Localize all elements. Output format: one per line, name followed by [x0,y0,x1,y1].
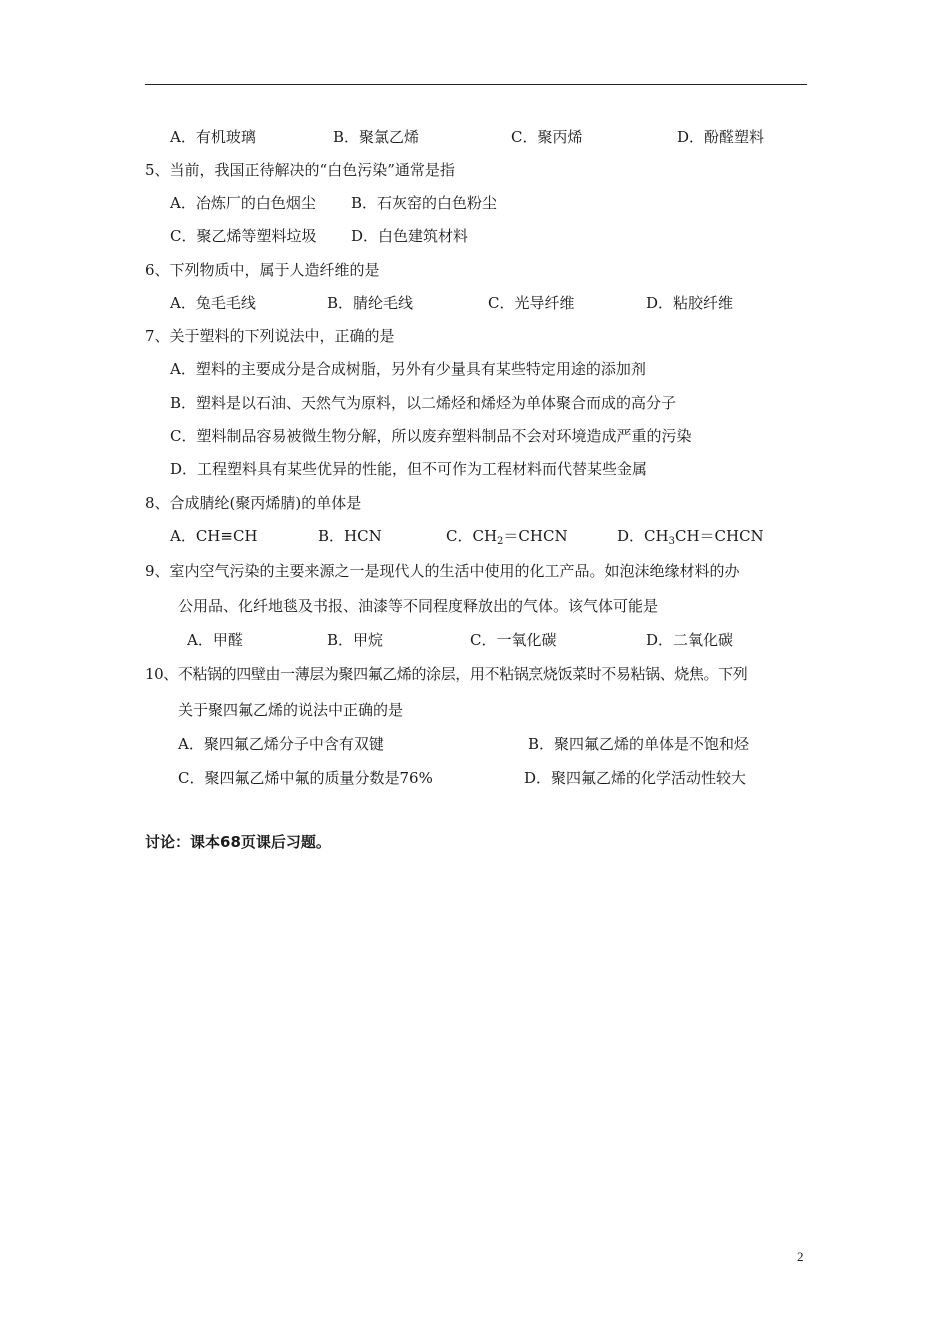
q7-option-b: B．塑料是以石油、天然气为原料，以二烯烃和烯烃为单体聚合而成的高分子 [170,394,677,412]
q10-option-c: C．聚四氟乙烯中氟的质量分数是76% [178,769,433,787]
q7-option-d: D．工程塑料具有某些优异的性能，但不可作为工程材料而代替某些金属 [170,460,648,478]
discussion-note: 讨论：课本68页课后习题。 [145,833,331,851]
q8-option-d-subscript: 3 [668,536,675,547]
page-number: 2 [797,1249,804,1264]
q6-stem: 6、下列物质中，属于人造纤维的是 [145,261,380,279]
q7-stem: 7、关于塑料的下列说法中，正确的是 [145,327,395,345]
q6-option-c: C．光导纤维 [488,294,575,312]
q5-option-a: A．冶炼厂的白色烟尘 [170,194,316,212]
q6-option-a: A．兔毛毛线 [170,294,256,312]
q7-option-c: C．塑料制品容易被微生物分解，所以废弃塑料制品不会对环境造成严重的污染 [170,427,692,445]
q8-option-a: A．CH≡CH [170,527,258,545]
q9-stem-line-2: 公用品、化纤地毯及书报、油漆等不同程度释放出的气体。该气体可能是 [178,597,659,615]
q4-option-a: A．有机玻璃 [170,128,256,146]
q10-option-b: B．聚四氟乙烯的单体是不饱和烃 [528,735,750,753]
q10-stem-line-1: 10、不粘锅的四壁由一薄层为聚四氟乙烯的涂层，用不粘锅烹烧饭菜时不易粘锅、烧焦。下列 [145,665,748,683]
q5-option-b: B．石灰窑的白色粉尘 [351,194,498,212]
q6-option-b: B．腈纶毛线 [327,294,414,312]
q10-option-a: A．聚四氟乙烯分子中含有双键 [178,735,384,753]
q9-option-b: B．甲烷 [327,631,384,649]
q7-option-a: A．塑料的主要成分是合成树脂，另外有少量具有某些特定用途的添加剂 [170,360,646,378]
q4-option-d: D．酚醛塑料 [677,128,765,146]
q5-option-c: C．聚乙烯等塑料垃圾 [170,227,317,245]
header-rule [145,84,807,85]
q10-stem-line-2: 关于聚四氟乙烯的说法中正确的是 [178,701,404,719]
q9-option-d: D．二氧化碳 [646,631,734,649]
q8-option-c-suffix: ＝CHCN [503,527,568,545]
q9-option-c: C．一氧化碳 [470,631,557,649]
q4-option-b: B．聚氯乙烯 [333,128,420,146]
q8-option-d [617,526,764,552]
q8-stem: 8、合成腈纶(聚丙烯腈)的单体是 [145,494,362,512]
q6-option-d: D．粘胶纤维 [646,294,734,312]
q5-option-d: D．白色建筑材料 [351,227,469,245]
q4-option-c: C．聚丙烯 [511,128,583,146]
q8-option-c-prefix: C．CH [446,527,498,545]
q8-option-c [446,526,568,552]
q8-option-d-suffix: CH＝CHCN [674,527,764,545]
q8-option-b: B．HCN [318,527,382,545]
q9-option-a: A．甲醛 [187,631,243,649]
q8-option-d-prefix: D．CH [617,527,669,545]
q5-stem: 5、当前，我国正待解决的“白色污染”通常是指 [145,161,455,179]
q8-option-c-subscript: 2 [497,536,504,547]
q9-stem-line-1: 9、室内空气污染的主要来源之一是现代人的生活中使用的化工产品。如泡沫绝缘材料的办 [145,562,740,580]
q10-option-d: D．聚四氟乙烯的化学活动性较大 [524,769,747,787]
